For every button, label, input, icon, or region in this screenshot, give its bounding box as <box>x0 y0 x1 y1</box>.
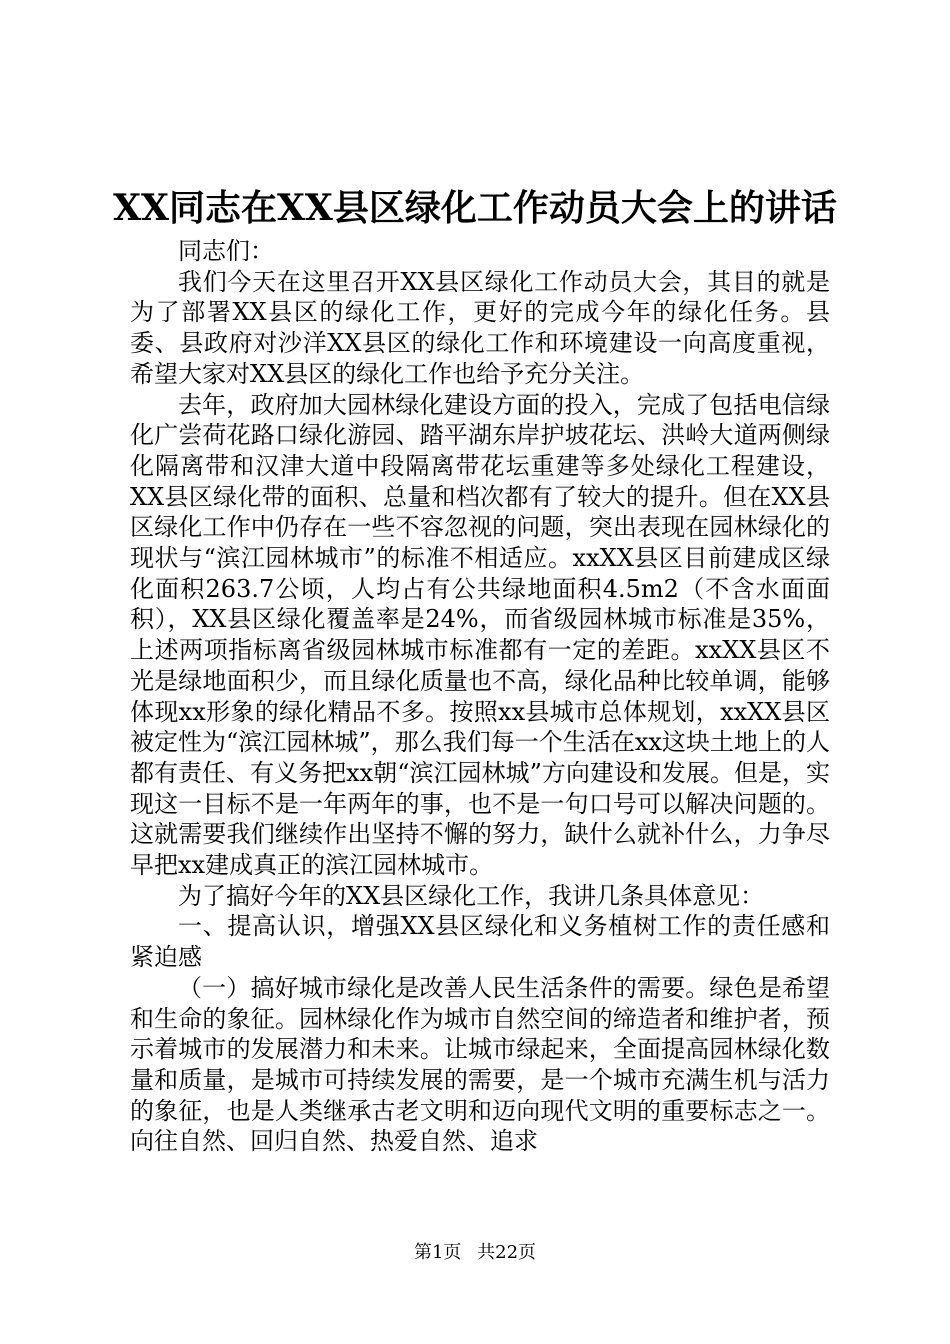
paragraph-intro: 我们今天在这里召开XX县区绿化工作动员大会，其目的就是为了部署XX县区的绿化工作，更好的完成今年的绿化任务。县委、县政府对沙洋XX县区的绿化工作和环境建设一向高度重视，希望大家对XX县区的绿化工作也给予充分关注。 <box>130 267 830 388</box>
document-body <box>130 236 830 1157</box>
paragraph-last-year: 去年，政府加大园林绿化建设方面的投入，完成了包括电信绿化广尝荷花路口绿化游园、踏平湖东岸护坡花坛、洪岭大道两侧绿化隔离带和汉津大道中段隔离带花坛重建等多处绿化工程建设，XX县区绿化带的面积、总量和档次都有了较大的提升。但在XX县区绿化工作中仍存在一些不容忽视的问题，突出表现在园林绿化的现状与“滨江园林城市”的标准不相适应。xxXX县区目前建成区绿化面积263.7公顷，人均占有公共绿地面积4.5m2（不含水面面积），XX县区绿化覆盖率是24%，而省级园林城市标准是35%，上述两项指标离省级园林城市标准都有一定的差距。xxXX县区不光是绿地面积少，而且绿化质量也不高，绿化品种比较单调，能够体现xx形象的绿化精品不多。按照xx县城市总体规划，xxXX县区被定性为“滨江园林城”，那么我们每一个生活在xx这块土地上的人都有责任、有义务把xx朝“滨江园林城”方向建设和发展。但是，实现这一目标不是一年两年的事，也不是一句口号可以解决问题的。这就需要我们继续作出坚持不懈的努力，缺什么就补什么，力争尽早把xx建成真正的滨江园林城市。 <box>130 390 830 880</box>
section-heading-1: 一、提高认识，增强XX县区绿化和义务植树工作的责任感和紧迫感 <box>130 912 830 972</box>
page-total: 共22页 <box>477 1242 537 1263</box>
page-title: XX同志在XX县区绿化工作动员大会上的讲话 <box>113 187 837 229</box>
paragraph-salutation: 同志们： <box>178 237 274 265</box>
page-number: 第1页 <box>413 1242 462 1263</box>
paragraph-opinions-intro: 为了搞好今年的XX县区绿化工作，我讲几条具体意见： <box>178 881 765 910</box>
page-footer <box>0 1241 950 1265</box>
paragraph-subsection-1: （一）搞好城市绿化是改善人民生活条件的需要。绿色是希望和生命的象征。园林绿化作为城市自然空间的缔造者和维护者，预示着城市的发展潜力和未来。让城市绿起来，全面提高园林绿化数量和质量，是城市可持续发展的需要，是一个城市充满生机与活力的象征，也是人类继承古老文明和迈向现代文明的重要标志之一。向往自然、回归自然、热爱自然、追求 <box>130 973 830 1156</box>
